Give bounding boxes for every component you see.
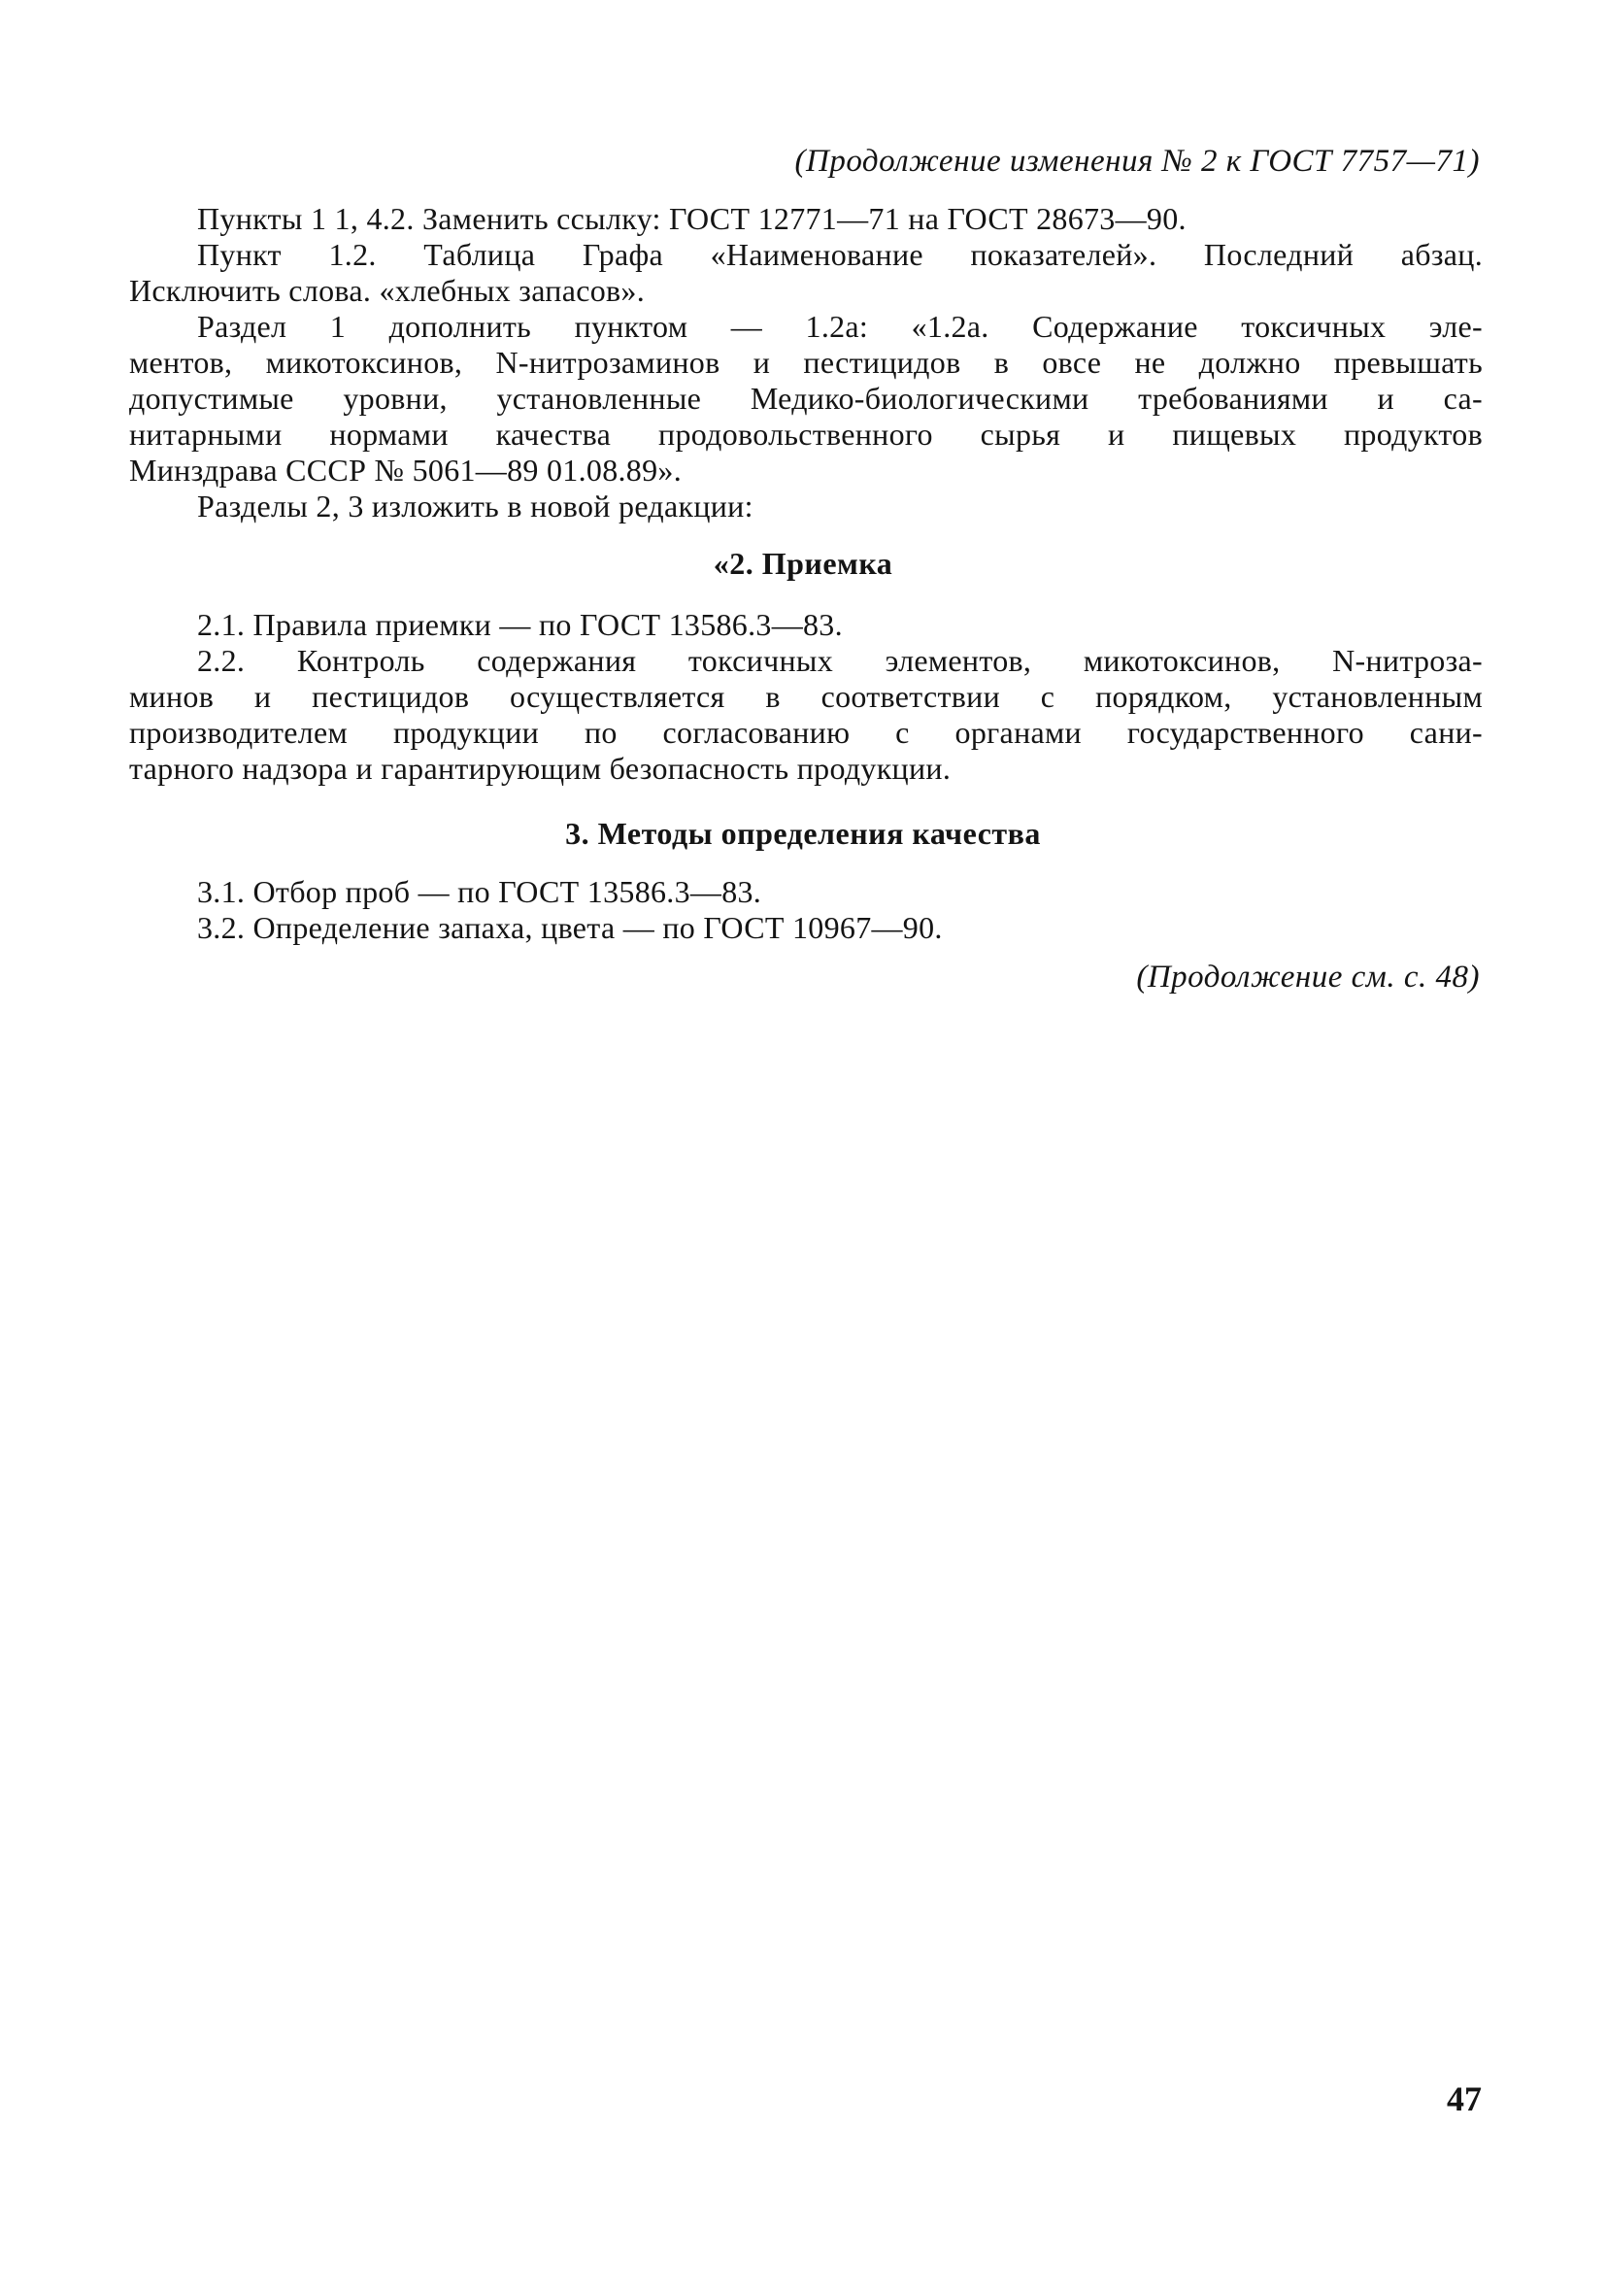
section-3-heading: 3. Методы определения качества	[565, 816, 1041, 851]
section-2-paragraph-2-line-1: 2.2. Контроль содержания токсичных элементов, микотоксинов, N-нитроза-	[197, 643, 1483, 678]
intro-paragraph-3-line-4: нитарными нормами качества продовольственного сырья и пищевых продуктов	[129, 417, 1483, 452]
intro-paragraph-3-line-5: Минздрава СССР № 5061—89 01.08.89».	[129, 453, 682, 488]
section-2-block	[129, 607, 1483, 787]
section-3-block	[197, 874, 1483, 946]
page-number: 47	[1447, 2079, 1482, 2118]
continuation-footer: (Продолжение см. с. 48)	[1136, 960, 1480, 995]
continuation-header: (Продолжение изменения № 2 к ГОСТ 7757—71)	[794, 144, 1480, 179]
intro-paragraph-3-line-2: ментов, микотоксинов, N-нитрозаминов и пестицидов в овсе не должно превышать	[129, 345, 1483, 380]
intro-block	[129, 201, 1483, 524]
section-3-paragraph-1: 3.1. Отбор проб — по ГОСТ 13586.3—83.	[197, 874, 762, 909]
section-2-paragraph-2-line-3: производителем продукции по согласованию с органами государственного сани-	[129, 715, 1483, 750]
intro-paragraph-3-line-1: Раздел 1 дополнить пунктом — 1.2а: «1.2а. Содержание токсичных эле-	[197, 309, 1483, 344]
section-2-paragraph-2-line-2: минов и пестицидов осуществляется в соответствии с порядком, установленным	[129, 679, 1483, 714]
intro-paragraph-2-line-1: Пункт 1.2. Таблица Графа «Наименование показателей». Последний абзац.	[197, 237, 1483, 272]
section-3-paragraph-2: 3.2. Определение запаха, цвета — по ГОСТ 10967—90.	[197, 910, 943, 945]
intro-paragraph-2-line-2: Исключить слова. «хлебных запасов».	[129, 273, 646, 308]
section-2-heading: «2. Приемка	[713, 546, 893, 581]
intro-paragraph-3-line-3: допустимые уровни, установленные Медико-биологическими требованиями и са-	[129, 381, 1483, 416]
intro-paragraph-1: Пункты 1 1, 4.2. Заменить ссылку: ГОСТ 12771—71 на ГОСТ 28673—90.	[197, 201, 1187, 236]
section-2-paragraph-1: 2.1. Правила приемки — по ГОСТ 13586.3—83.	[197, 607, 843, 642]
intro-paragraph-4: Разделы 2, 3 изложить в новой редакции:	[197, 489, 753, 523]
section-2-paragraph-2-line-4: тарного надзора и гарантирующим безопасность продукции.	[129, 751, 952, 786]
